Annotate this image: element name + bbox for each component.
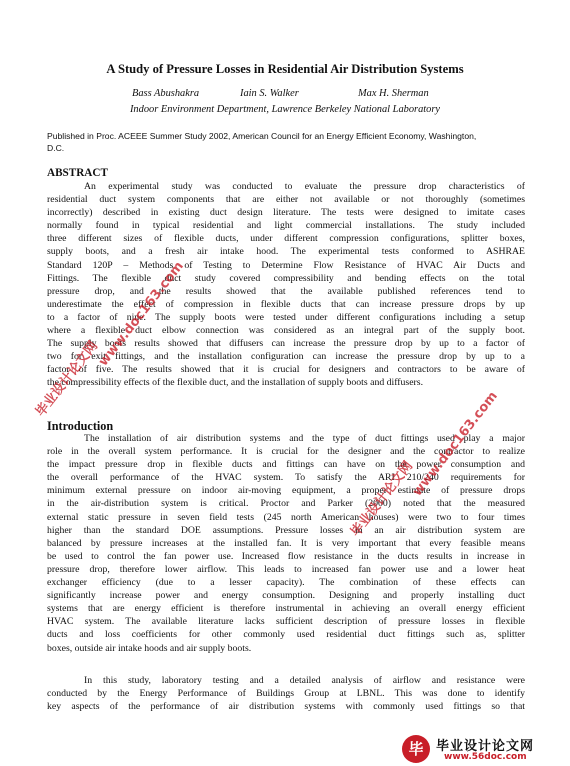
publication-note-line: D.C. (47, 142, 65, 153)
abstract-body (47, 180, 525, 390)
abstract-line: three different sizes of flexible ducts, under different compression configurations, splitter boxes, (47, 233, 525, 245)
introduction-line: role in the overall system performance. It is crucial for the designer and the contractor to realize (47, 446, 525, 458)
abstract-line: pressure drop, and the results showed that the available published references tend to (47, 285, 525, 297)
introduction-line: in the air-distribution system is critical. Proctor and Parker (2000) noted that the measured (47, 498, 525, 510)
watermark-text: 毕业设计论文网 (348, 458, 417, 540)
publication-note-line: Published in Proc. ACEEE Summer Study 2002, American Council for an Energy Efficient Economy, Washington, (47, 131, 477, 141)
introduction-line: systems that are energy efficient is therefore instrumental in achieving an overall energy efficient (47, 603, 525, 615)
abstract-line: to a factor of nine. The supply boots were tested under different configurations including a setup (47, 311, 525, 323)
introduction-line: The installation of air distribution systems and the type of duct fittings used play a major (84, 433, 525, 444)
introduction-line: significantly increase power and energy consumption. Designing and properly installing duct (47, 590, 525, 602)
introduction-body (47, 432, 525, 655)
introduction-line: higher than the standard DOE assumptions. Pressure losses in an air distribution system are (47, 524, 525, 536)
introduction-line: minimum external pressure on indoor air-moving equipment, a proper estimate of pressure drops (47, 485, 525, 497)
logo-icon: 毕 (402, 735, 430, 763)
author-1: Bass Abushakra (132, 88, 200, 99)
introduction-line: external static pressure in seven field tests (245 north American houses) were two to four times (47, 511, 525, 523)
abstract-line: supply boots, and a fresh air intake hood. The experimental tests conformed to ASHRAE (47, 246, 525, 258)
paragraph-line: key aspects of the performance of air distribution systems with commonly used fittings so that (47, 701, 525, 713)
introduction-line: HVAC system. The available literature lacks sufficient description of pressure losses in flexible (47, 616, 525, 628)
publication-note (47, 131, 525, 154)
abstract-line: incorrectly) described in existing duct design literature. The tests were designed to imitate cases (47, 207, 525, 219)
abstract-line: normally found in typical residential and light commercial installations. The study included (47, 220, 525, 232)
paragraph-line: In this study, laboratory testing and a detailed analysis of airflow and resistance were (84, 675, 525, 686)
logo-url: www.56doc.com (444, 752, 527, 762)
abstract-line: the compressibility effects of the flexible duct, and the installation of supply boots and diffusers. (47, 377, 424, 389)
site-logo (398, 733, 570, 766)
abstract-line: underestimate the effect of compression in flexible ducts that can increase pressure drops by up (47, 298, 525, 310)
abstract-line: where a flexible duct elbow connection was considered as an integral part of the supply boot. (47, 325, 525, 337)
introduction-line: the overall performance of the HVAC system. To satisfy the ARI 210/240 requirements for (47, 472, 525, 484)
introduction-line: balanced by pressure increases at the installed fan. It is very important that every feasible means (47, 537, 525, 549)
introduction-line: the impact pressure drop in flexible ducts and fittings can have on the power consumption and (47, 459, 525, 471)
introduction-line: ducts and loss coefficients for other commonly used residential duct fittings such as, splitter (47, 629, 525, 641)
abstract-line: The supply boots results showed that diffusers can increase the pressure drop by up to a factor of (47, 338, 525, 350)
abstract-line: two for exit fittings, and the installation configuration can increase the pressure drop by up to a (47, 351, 525, 363)
introduction-line: be used to control the fan power use. Increased flow resistance in the ducts results in increase in (47, 550, 525, 562)
paragraph-line: conducted by the Energy Performance of Buildings Group at LBNL. This was done to identify (47, 688, 525, 700)
abstract-line: Fittings. The flexible duct study covered compressibility and bending effects on the total (47, 272, 525, 284)
introduction-line: boxes, outside air intake hoods and air supply boots. (47, 642, 252, 654)
paragraph-2 (47, 674, 525, 713)
watermark-url: www.doc163.com (96, 258, 187, 370)
affiliation: Indoor Environment Department, Lawrence Berkeley National Laboratory (129, 104, 441, 115)
introduction-line: exchanger efficiency (due to a lesser capacity). The combination of these effects can (47, 577, 525, 589)
author-3: Max H. Sherman (358, 88, 429, 99)
watermark-text: 毕业设计论文网 (33, 338, 102, 420)
author-2: Iain S. Walker (240, 88, 299, 99)
abstract-line: Standard 120P – Methods of Testing to Determine Flow Resistance of HVAC Air Ducts and (47, 259, 525, 271)
paper-title: A Study of Pressure Losses in Residential Air Distribution Systems (106, 62, 464, 76)
author-list (40, 88, 530, 102)
abstract-line: residential duct system components that are either not available or not thoroughly (sometimes (47, 194, 525, 206)
watermark-url: www.doc163.com (410, 388, 501, 500)
abstract-heading: ABSTRACT (47, 167, 108, 179)
logo-text: 毕业设计论文网 (436, 739, 535, 754)
abstract-line: An experimental study was conducted to evaluate the pressure drop characteristics of (84, 181, 525, 192)
introduction-line: pressure drop, therefore lower airflow. This leads to increased fan power use and a lower heat (47, 563, 525, 575)
introduction-heading: Introduction (47, 419, 114, 433)
abstract-line: factor of five. The results showed that it is crucial for designers and contractors to be aware of (47, 364, 525, 376)
